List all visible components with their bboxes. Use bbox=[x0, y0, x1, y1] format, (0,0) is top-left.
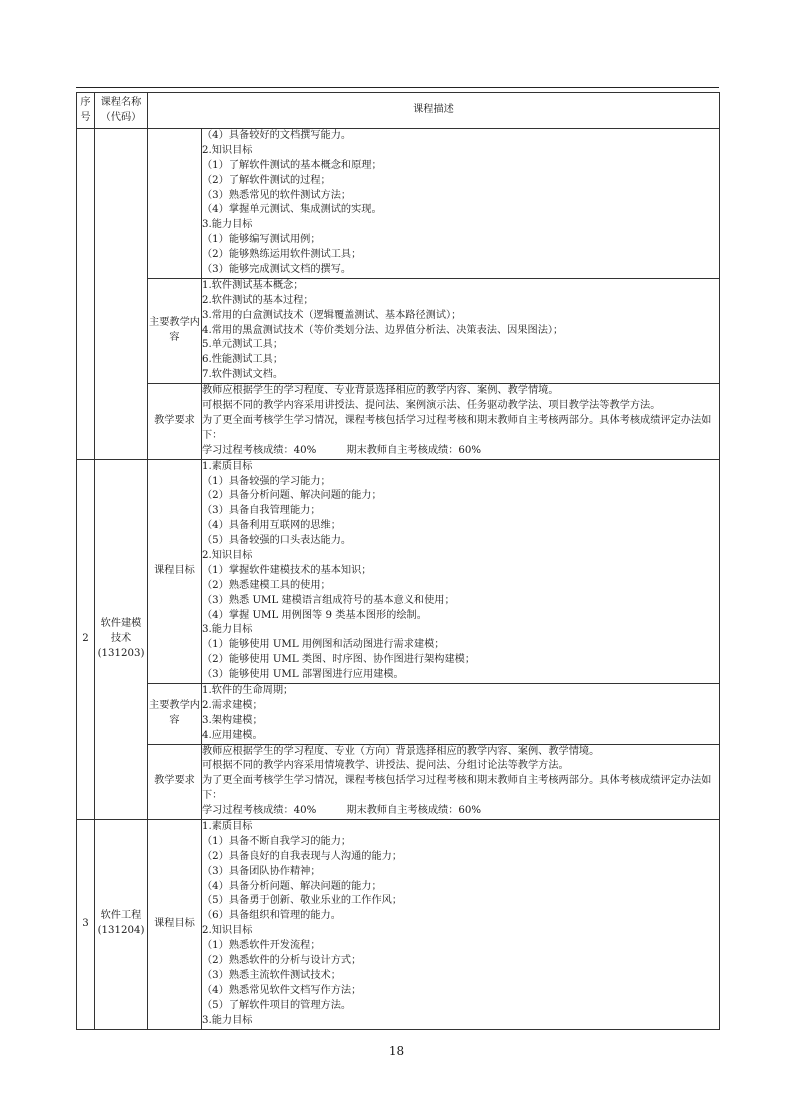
course-name-line: (131203) bbox=[97, 647, 145, 659]
section-title: 课程目标 bbox=[148, 820, 202, 1029]
description-line: 可根据不同的教学内容采用讲授法、提问法、案例演示法、任务驱动教学法、项目教学法等教学方法。 bbox=[202, 400, 661, 412]
description-line: （5）了解软件项目的管理方法。 bbox=[202, 999, 352, 1011]
description-line: （2）熟悉建模工具的使用； bbox=[202, 579, 331, 591]
description-line: （1）掌握软件建模技术的基本知识； bbox=[202, 564, 372, 576]
description-line: （1）具备较强的学习能力； bbox=[202, 475, 331, 487]
description-line: 4.常用的黑盒测试技术（等价类划分法、边界值分析法、决策表法、因果图法）； bbox=[202, 324, 564, 336]
header-course-name bbox=[95, 93, 148, 129]
description-line: 可根据不同的教学内容采用情境教学、讲授法、提问法、分组讨论法等教学方法。 bbox=[202, 760, 569, 772]
header-row bbox=[77, 93, 720, 129]
table-row bbox=[77, 384, 720, 459]
row-index: 3 bbox=[77, 820, 95, 1029]
section-title: 教学要求 bbox=[148, 384, 202, 459]
description-line: 1.软件的生命周期； bbox=[202, 684, 294, 696]
section-description bbox=[202, 744, 720, 819]
top-rule bbox=[76, 87, 719, 88]
description-line: （5）具备较强的口头表达能力。 bbox=[202, 535, 352, 547]
header-description: 课程描述 bbox=[148, 93, 720, 129]
description-line: （4）熟悉常见软件文档写作方法； bbox=[202, 984, 362, 996]
description-line: （6）具备组织和管理的能力。 bbox=[202, 910, 341, 922]
description-line: （4）具备较好的文档撰写能力。 bbox=[202, 130, 352, 141]
description-line: 5.单元测试工具； bbox=[202, 339, 284, 351]
score-line bbox=[202, 444, 719, 459]
description-line: 1.素质目标 bbox=[202, 460, 253, 472]
score-line bbox=[202, 804, 719, 819]
description-line: 6.性能测试工具； bbox=[202, 354, 284, 366]
description-line: 2.知识目标 bbox=[202, 925, 253, 937]
section-title bbox=[148, 129, 202, 279]
description-line: 2.软件测试的基本过程； bbox=[202, 294, 314, 306]
table-row bbox=[77, 459, 720, 683]
table-row bbox=[77, 744, 720, 819]
row-index bbox=[77, 129, 95, 460]
description-line: 教师应根据学生的学习程度、专业背景选择相应的教学内容、案例、教学情境。 bbox=[202, 385, 559, 397]
description-line: （4）掌握 UML 用例图等 9 类基本图形的绘制。 bbox=[202, 609, 427, 621]
table-row bbox=[77, 129, 720, 279]
description-line: （2）具备分析问题、解决问题的能力； bbox=[202, 490, 382, 502]
description-line: （1）能够使用 UML 用例图和活动图进行需求建模； bbox=[202, 639, 445, 651]
section-description bbox=[202, 129, 720, 279]
page-number: 18 bbox=[388, 1044, 405, 1058]
header-name-line: 课程名称 bbox=[100, 96, 142, 108]
course-name-line: 软件建模 bbox=[100, 617, 142, 629]
course-name-line: (131204) bbox=[97, 925, 145, 937]
description-line: 为了更全面考核学生学习情况，课程考核包括学习过程考核和期末教师自主考核两部分。具体考核成绩评定办法如下： bbox=[202, 414, 712, 441]
description-line: （3）具备自我管理能力； bbox=[202, 505, 321, 517]
header-name-code: （代码） bbox=[100, 111, 142, 123]
table-row bbox=[77, 278, 720, 383]
description-line: 7.软件测试文档。 bbox=[202, 369, 284, 381]
description-line: 1.素质目标 bbox=[202, 821, 253, 833]
description-line: （1）能够编写测试用例； bbox=[202, 234, 321, 246]
section-title: 主要教学内容 bbox=[148, 683, 202, 744]
description-line: （2）了解软件测试的过程； bbox=[202, 174, 331, 186]
description-line: （1）熟悉软件开发流程； bbox=[202, 940, 321, 952]
description-line: 3.常用的白盒测试技术（逻辑覆盖测试、基本路径测试）； bbox=[202, 309, 462, 321]
course-name bbox=[95, 459, 148, 819]
score-process: 学习过程考核成绩：40% bbox=[202, 444, 317, 456]
description-line: 3.架构建模； bbox=[202, 714, 263, 726]
description-line: （3）熟悉主流软件测试技术； bbox=[202, 969, 341, 981]
table-row bbox=[77, 820, 720, 1029]
description-line: 1.软件测试基本概念； bbox=[202, 279, 304, 291]
section-description bbox=[202, 820, 720, 1029]
description-line: 3.能力目标 bbox=[202, 624, 253, 636]
table-row bbox=[77, 683, 720, 744]
description-line: （2）能够熟练运用软件测试工具； bbox=[202, 249, 362, 261]
description-line: 为了更全面考核学生学习情况，课程考核包括学习过程考核和期末教师自主考核两部分。具体考核成绩评定办法如下： bbox=[202, 775, 712, 802]
header-index: 序号 bbox=[77, 93, 95, 129]
description-line: （3）能够完成测试文档的撰写。 bbox=[202, 264, 352, 276]
section-title: 主要教学内容 bbox=[148, 278, 202, 383]
section-description bbox=[202, 384, 720, 459]
description-line: （4）掌握单元测试、集成测试的实现。 bbox=[202, 204, 382, 216]
table-body bbox=[77, 129, 720, 1030]
description-line: （5）具备勇于创新、敬业乐业的工作作风； bbox=[202, 895, 403, 907]
row-index: 2 bbox=[77, 459, 95, 819]
description-line: 4.应用建模。 bbox=[202, 729, 263, 741]
course-table bbox=[76, 92, 720, 1030]
description-line: （4）具备利用互联网的思维； bbox=[202, 520, 341, 532]
score-process: 学习过程考核成绩：40% bbox=[202, 805, 317, 817]
section-title: 课程目标 bbox=[148, 459, 202, 683]
description-line: （2）能够使用 UML 类图、时序图、协作图进行架构建模； bbox=[202, 654, 476, 666]
description-line: （2）熟悉软件的分析与设计方式； bbox=[202, 955, 362, 967]
section-description bbox=[202, 683, 720, 744]
section-description bbox=[202, 278, 720, 383]
description-line: （1）具备不断自我学习的能力； bbox=[202, 835, 352, 847]
description-line: （3）具备团队协作精神； bbox=[202, 865, 321, 877]
description-line: （1）了解软件测试的基本概念和原理； bbox=[202, 159, 382, 171]
description-line: 3.能力目标 bbox=[202, 1014, 253, 1026]
description-line: （3）能够使用 UML 部署图进行应用建模。 bbox=[202, 669, 404, 681]
description-line: （3）熟悉 UML 建模语言组成符号的基本意义和使用； bbox=[202, 594, 455, 606]
course-name bbox=[95, 129, 148, 460]
description-line: 2.知识目标 bbox=[202, 144, 253, 156]
description-line: 2.知识目标 bbox=[202, 549, 253, 561]
section-description bbox=[202, 459, 720, 683]
course-name bbox=[95, 820, 148, 1029]
section-title: 教学要求 bbox=[148, 744, 202, 819]
description-line: 2.需求建模； bbox=[202, 699, 263, 711]
course-name-line: 软件工程 bbox=[100, 910, 142, 922]
score-final: 期末教师自主考核成绩：60% bbox=[346, 805, 482, 817]
description-line: （4）具备分析问题、解决问题的能力； bbox=[202, 880, 382, 892]
description-line: 3.能力目标 bbox=[202, 219, 253, 231]
description-line: （2）具备良好的自我表现与人沟通的能力； bbox=[202, 850, 403, 862]
course-name-line: 技术 bbox=[110, 632, 132, 644]
description-line: 教师应根据学生的学习程度、专业（方向）背景选择相应的教学内容、案例、教学情境。 bbox=[202, 745, 600, 757]
score-final: 期末教师自主考核成绩：60% bbox=[346, 444, 482, 456]
description-line: （3）熟悉常见的软件测试方法； bbox=[202, 189, 352, 201]
